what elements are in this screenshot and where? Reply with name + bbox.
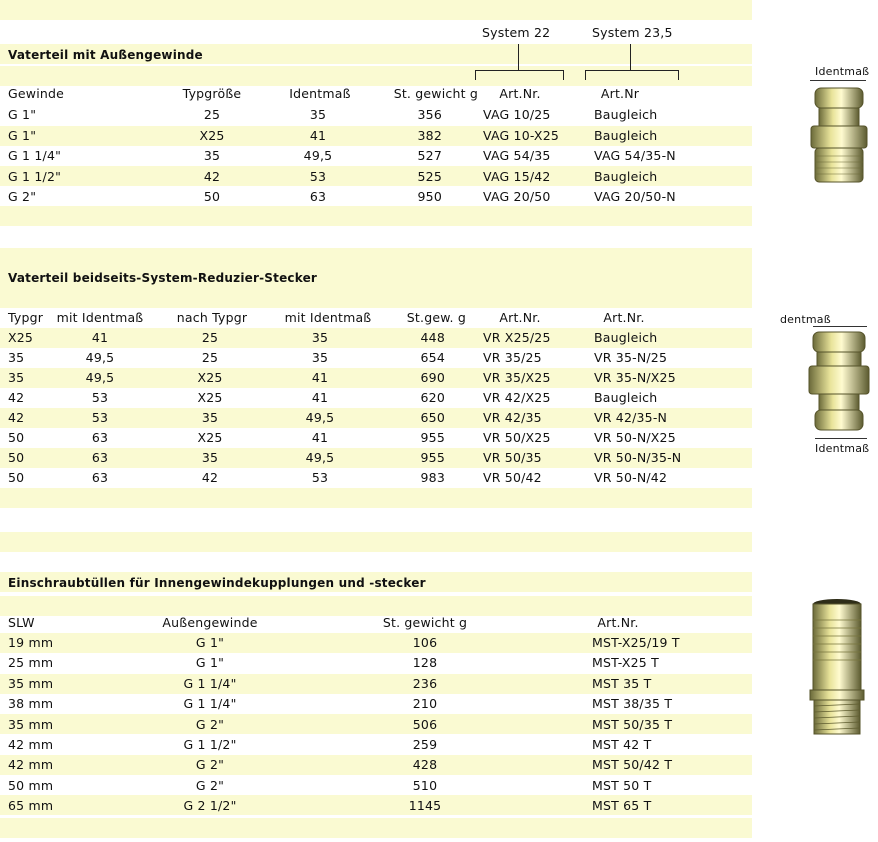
table3-cell: 128 <box>412 655 438 671</box>
table2-cell: 35 <box>8 350 25 365</box>
table1-cell: G 1" <box>8 127 37 143</box>
table2-cell: 49,5 <box>305 410 335 425</box>
bracket-stem <box>518 44 519 70</box>
table1-cell: 356 <box>417 107 442 122</box>
dimension-line <box>813 326 867 327</box>
table2-cell: 25 <box>201 330 219 345</box>
table1-cell: VAG 20/50-N <box>594 189 676 204</box>
table3-cell: MST 50 T <box>592 777 652 793</box>
table2-cell: 983 <box>420 470 445 485</box>
table2-header-cell: Art.Nr. <box>499 310 541 325</box>
table2-cell: 63 <box>91 470 109 485</box>
table3-cell: G 2 1/2" <box>183 798 237 814</box>
table2-cell: VR 50/X25 <box>483 430 551 445</box>
table3-cell: MST 42 T <box>592 737 652 752</box>
table2-cell: 49,5 <box>85 350 115 365</box>
table3-cell: G 1" <box>195 655 225 671</box>
table2-header-cell: St.gew. g <box>406 310 466 325</box>
table1-cell: VAG 54/35-N <box>594 148 676 163</box>
table3-cell: 210 <box>412 696 438 712</box>
table3-cell: MST-X25/19 T <box>592 635 680 650</box>
table3-cell: G 1 1/4" <box>183 696 237 712</box>
table1-cell: X25 <box>199 127 225 143</box>
table2-header-cell: Typgr <box>8 310 44 325</box>
table1-header-cell: St. gewicht g <box>393 86 478 101</box>
table3-cell: G 2" <box>195 777 225 793</box>
table2-header-cell: Art.Nr. <box>603 310 645 325</box>
table3-cell: MST 35 T <box>592 675 652 691</box>
table2-cell: 955 <box>420 430 445 445</box>
table3-cell: 259 <box>412 737 438 752</box>
table3-header-cell: St. gewicht g <box>382 615 468 630</box>
table1-cell: VAG 54/35 <box>483 148 551 163</box>
table2-cell: 53 <box>91 410 109 425</box>
table1-cell: 35 <box>203 148 221 163</box>
table2-cell: 41 <box>311 370 329 385</box>
table2-header-cell: nach Typgr <box>176 310 248 325</box>
image2-identmass-top-label: dentmaß <box>780 313 831 326</box>
table2-cell: 41 <box>311 430 329 445</box>
table1-cell: VAG 10-X25 <box>483 127 560 143</box>
table1-header-cell: Typgröße <box>182 86 242 101</box>
table2-cell: VR 50-N/42 <box>594 470 668 485</box>
table3-header-cell: Außengewinde <box>162 615 258 630</box>
bg-strip <box>0 0 752 20</box>
einschraubtuelle-image <box>808 598 866 738</box>
image1-identmass-label: Identmaß <box>815 65 870 78</box>
table2-cell: VR 35/25 <box>483 350 542 365</box>
table1-cell: Baugleich <box>594 107 658 122</box>
table3-cell: 42 mm <box>8 757 54 773</box>
table3-cell: 1145 <box>408 798 442 814</box>
table2-cell: 42 <box>201 470 219 485</box>
table2-cell: VR 42/35-N <box>594 410 668 425</box>
table3-cell: MST 38/35 T <box>592 696 673 712</box>
table1-cell: 41 <box>309 127 327 143</box>
bracket-system-23-5 <box>585 70 679 80</box>
table3-cell: 35 mm <box>8 675 54 691</box>
table2-cell: 63 <box>91 430 109 445</box>
table1-cell: Baugleich <box>594 168 658 184</box>
bg-strip <box>0 248 752 268</box>
table3-cell: 428 <box>412 757 438 773</box>
table3-cell: 35 mm <box>8 716 54 732</box>
table2-cell: VR 50-N/35-N <box>594 450 682 465</box>
table3-cell: G 2" <box>195 757 225 773</box>
table1-cell: 42 <box>203 168 221 184</box>
table2-cell: 41 <box>311 390 329 405</box>
table3-cell: MST 50/42 T <box>592 757 673 773</box>
table2-cell: VR 50/35 <box>483 450 542 465</box>
table1-cell: 50 <box>203 189 221 204</box>
table1-cell: VAG 20/50 <box>483 189 551 204</box>
table2-cell: VR 35/X25 <box>483 370 551 385</box>
table1-cell: G 1" <box>8 107 37 122</box>
table2-cell: 41 <box>91 330 109 345</box>
table1-title: Vaterteil mit Außengewinde <box>8 48 203 62</box>
table2-cell: 50 <box>8 430 25 445</box>
table1-cell: Baugleich <box>594 127 658 143</box>
table2-cell: VR 35-N/X25 <box>594 370 676 385</box>
table1-cell: 950 <box>417 189 442 204</box>
table1-cell: G 1 1/4" <box>8 148 62 163</box>
table2-cell: 42 <box>8 410 25 425</box>
table2-cell: VR X25/25 <box>483 330 551 345</box>
table3-cell: MST 50/35 T <box>592 716 673 732</box>
table1-cell: VAG 10/25 <box>483 107 551 122</box>
table2-cell: Baugleich <box>594 330 658 345</box>
table1-cell: 53 <box>309 168 327 184</box>
table2-cell: X25 <box>197 430 223 445</box>
table1-cell: 35 <box>309 107 327 122</box>
table2-cell: VR 35-N/25 <box>594 350 668 365</box>
bracket-stem <box>630 44 631 70</box>
table1-cell: 525 <box>417 168 442 184</box>
table2-cell: X25 <box>197 390 223 405</box>
table1-header-cell: Art.Nr <box>600 86 640 101</box>
table2-cell: 35 <box>201 450 219 465</box>
table2-header-cell: mit Identmaß <box>284 310 372 325</box>
table1-cell: 63 <box>309 189 327 204</box>
table2-cell: Baugleich <box>594 390 658 405</box>
table1-cell: 49,5 <box>303 148 333 163</box>
table3-cell: 25 mm <box>8 655 54 671</box>
table2-cell: 35 <box>311 350 329 365</box>
table3-cell: 19 mm <box>8 635 54 650</box>
table2-cell: 654 <box>420 350 445 365</box>
bg-strip <box>0 596 752 616</box>
table2-cell: 49,5 <box>305 450 335 465</box>
bg-strip <box>0 206 752 226</box>
bg-strip <box>0 488 752 508</box>
table3-cell: 50 mm <box>8 777 54 793</box>
bg-strip <box>0 288 752 308</box>
table2-cell: 690 <box>420 370 445 385</box>
table1-header-cell: Identmaß <box>289 86 351 101</box>
table3-cell: 236 <box>412 675 438 691</box>
table1-cell: G 1 1/2" <box>8 168 62 184</box>
table2-cell: 53 <box>311 470 329 485</box>
table2-cell: VR 42/35 <box>483 410 542 425</box>
table2-cell: 448 <box>420 330 445 345</box>
table3-cell: G 2" <box>195 716 225 732</box>
table1-header-cell: Art.Nr. <box>499 86 541 101</box>
table3-cell: 510 <box>412 777 438 793</box>
table1-cell: VAG 15/42 <box>483 168 551 184</box>
table3-cell: G 1" <box>195 635 225 650</box>
table2-cell: 63 <box>91 450 109 465</box>
table3-header-cell: Art.Nr. <box>597 615 639 630</box>
dimension-line <box>810 80 866 81</box>
table2-cell: 955 <box>420 450 445 465</box>
reduzier-stecker-image <box>805 330 875 434</box>
table1-cell: G 2" <box>8 189 37 204</box>
table3-cell: 506 <box>412 716 438 732</box>
table1-cell: 382 <box>417 127 442 143</box>
table2-cell: 25 <box>201 350 219 365</box>
table2-cell: 53 <box>91 390 109 405</box>
vaterteil-coupling-image <box>805 86 875 186</box>
table2-cell: 49,5 <box>85 370 115 385</box>
image2-identmass-bottom-label: Identmaß <box>815 442 870 455</box>
system-22-header: System 22 <box>482 25 551 40</box>
table2-cell: X25 <box>8 330 34 345</box>
table2-cell: 650 <box>420 410 445 425</box>
table1-cell: 25 <box>203 107 221 122</box>
table3-cell: 65 mm <box>8 798 54 814</box>
table2-cell: VR 50-N/X25 <box>594 430 676 445</box>
system-23-5-header: System 23,5 <box>592 25 673 40</box>
table2-cell: 35 <box>311 330 329 345</box>
table2-cell: VR 50/42 <box>483 470 542 485</box>
table2-cell: 35 <box>8 370 25 385</box>
table1-cell: 527 <box>417 148 442 163</box>
table1-header-cell: Gewinde <box>8 86 65 101</box>
table3-cell: G 1 1/4" <box>183 675 237 691</box>
bg-strip <box>0 532 752 552</box>
bracket-system-22 <box>475 70 564 80</box>
table3-cell: 106 <box>412 635 438 650</box>
table3-cell: MST-X25 T <box>592 655 659 671</box>
table2-header-cell: mit Identmaß <box>56 310 144 325</box>
table2-cell: X25 <box>197 370 223 385</box>
table3-title: Einschraubtüllen für Innengewindekupplungen und -stecker <box>8 576 426 590</box>
table2-cell: 620 <box>420 390 445 405</box>
bg-strip <box>0 818 752 838</box>
table3-cell: 38 mm <box>8 696 54 712</box>
table3-cell: G 1 1/2" <box>183 737 237 752</box>
table2-cell: VR 42/X25 <box>483 390 551 405</box>
table2-cell: 35 <box>201 410 219 425</box>
table2-cell: 42 <box>8 390 25 405</box>
table2-cell: 50 <box>8 450 25 465</box>
table2-title: Vaterteil beidseits-System-Reduzier-Stecker <box>8 271 318 285</box>
table3-cell: MST 65 T <box>592 798 652 814</box>
table3-header-cell: SLW <box>8 615 35 630</box>
table2-cell: 50 <box>8 470 25 485</box>
table3-cell: 42 mm <box>8 737 54 752</box>
